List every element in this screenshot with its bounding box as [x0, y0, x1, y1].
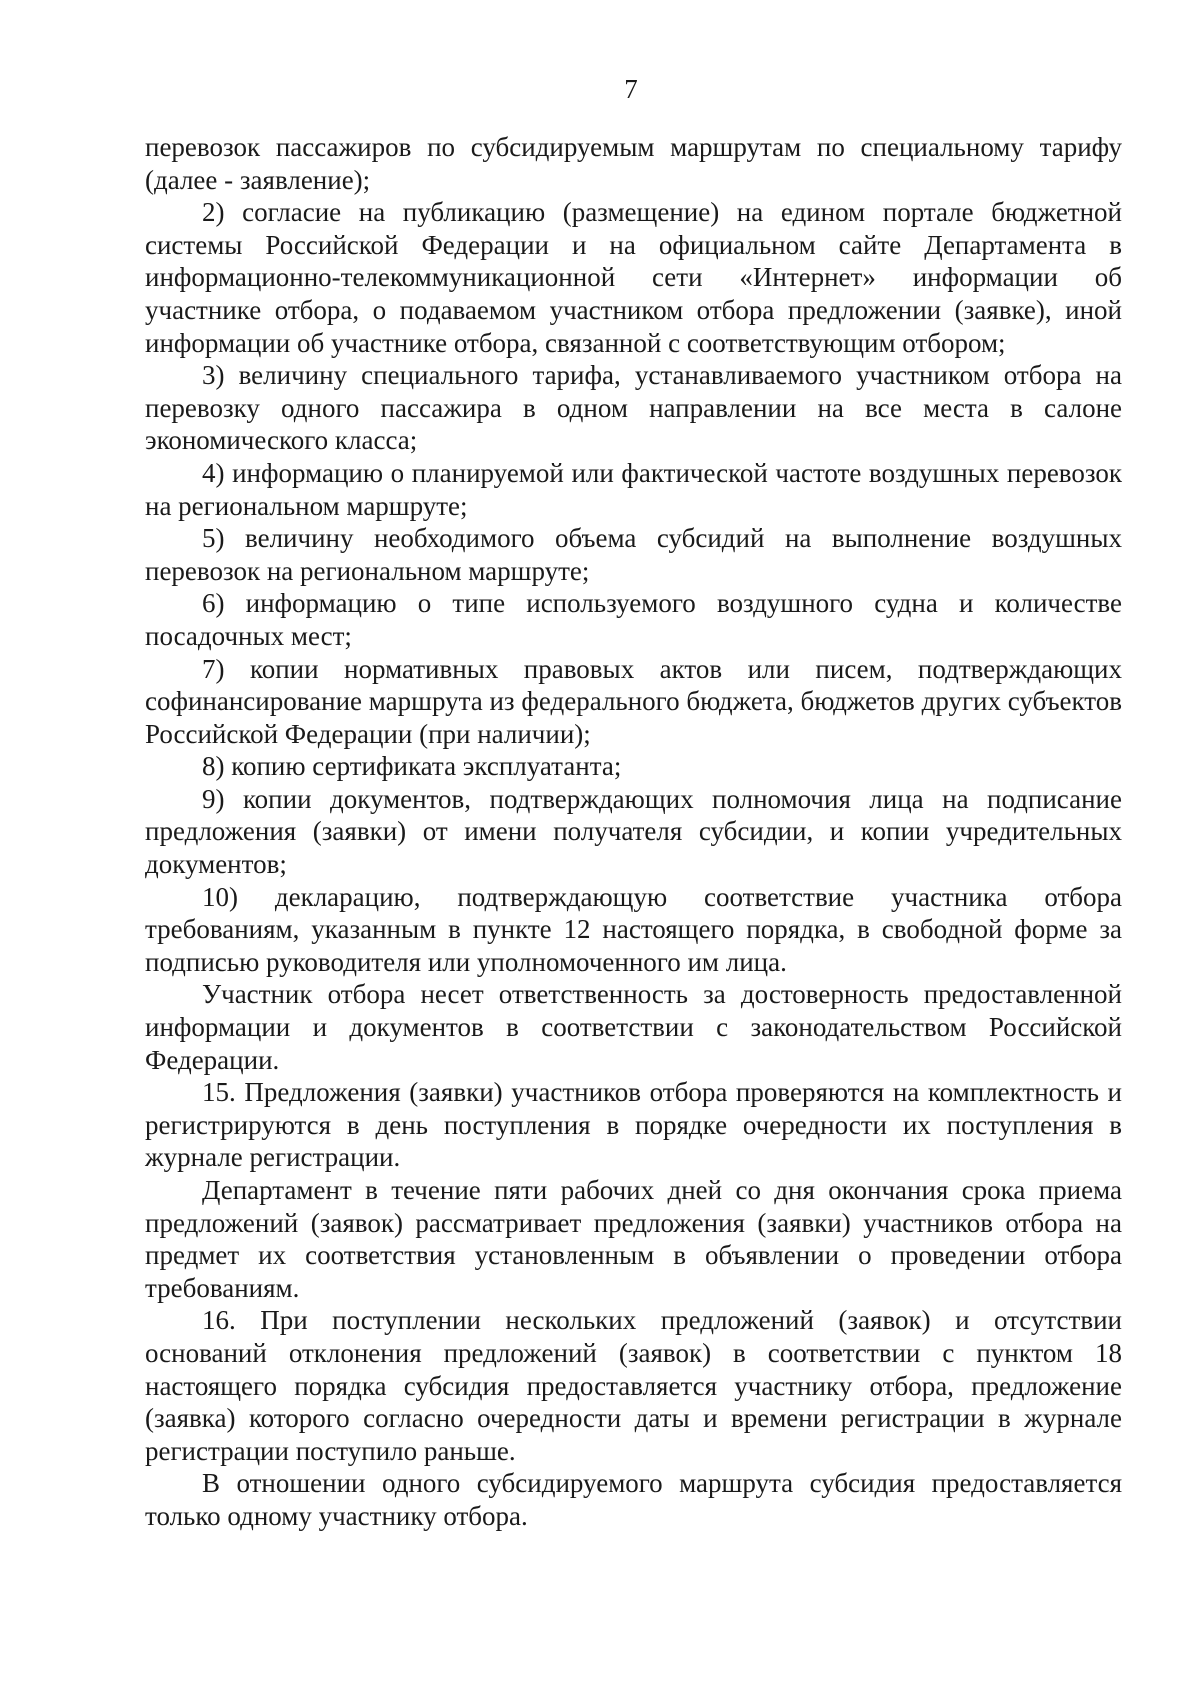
paragraph-item-4: 4) информацию о планируемой или фактической частоте воздушных перевозок на региональном маршруте;: [145, 457, 1122, 521]
paragraph-clause-15: 15. Предложения (заявки) участников отбора проверяются на комплектность и регистрируются в день поступления в порядке очередности их поступления в журнале регистрации.: [145, 1077, 1122, 1173]
paragraph-item-9: 9) копии документов, подтверждающих полномочия лица на подписание предложения (заявки) от имени получателя субсидии, и копии учредительных документов;: [145, 783, 1122, 880]
paragraph-item-3: 3) величину специального тарифа, устанавливаемого участником отбора на перевозку одного пассажира в одном направлении на все места в салоне экономического класса;: [145, 360, 1122, 456]
paragraph-item-8: 8) копию сертификата эксплуатанта;: [202, 751, 622, 782]
paragraph-item-5: 5) величину необходимого объема субсидий на выполнение воздушных перевозок на региональном маршруте;: [145, 523, 1122, 586]
paragraph-department-review: Департамент в течение пяти рабочих дней со дня окончания срока приема предложений (заявок) рассматривает предложения (заявки) участников отбора на предмет их соответствия установленным в объявлении о проведении отбора требованиям.: [145, 1175, 1122, 1303]
paragraph-item-10: 10) декларацию, подтверждающую соответствие участника отбора требованиям, указанным в пункте 12 настоящего порядка, в свободной форме за подписью руководителя или уполномоченного им лица.: [145, 881, 1122, 977]
page-number: 7: [624, 74, 638, 104]
paragraph-responsibility: Участник отбора несет ответственность за достоверность предоставленной информации и документов в соответствии с законодательством Российской Федерации.: [145, 979, 1122, 1075]
document-body: [145, 131, 1122, 1533]
paragraph-item-2: 2) согласие на публикацию (размещение) на едином портале бюджетной системы Российской Федерации и на официальном сайте Департамента в информационно-телекоммуникационной сети «Интернет» информации об участнике отбора, о подаваемом участником отбора предложении (заявке), иной информации об участнике отбора, связанной с соответствующим отбором;: [145, 197, 1122, 358]
paragraph-item-6: 6) информацию о типе используемого воздушного судна и количестве посадочных мест;: [145, 588, 1122, 651]
paragraph-single-participant: В отношении одного субсидируемого маршрута субсидия предоставляется только одному участнику отбора.: [145, 1468, 1122, 1531]
paragraph-continuation: перевозок пассажиров по субсидируемым маршрутам по специальному тарифу (далее - заявление);: [145, 132, 1122, 195]
paragraph-item-7: 7) копии нормативных правовых актов или писем, подтверждающих софинансирование маршрута из федерального бюджета, бюджетов других субъектов Российской Федерации (при наличии);: [145, 653, 1122, 749]
paragraph-clause-16: 16. При поступлении нескольких предложений (заявок) и отсутствии оснований отклонения предложений (заявок) в соответствии с пунктом 18 настоящего порядка субсидия предоставляется участнику отбора, предложение (заявка) которого согласно очередности даты и времени регистрации в журнале регистрации поступило раньше.: [145, 1305, 1122, 1466]
